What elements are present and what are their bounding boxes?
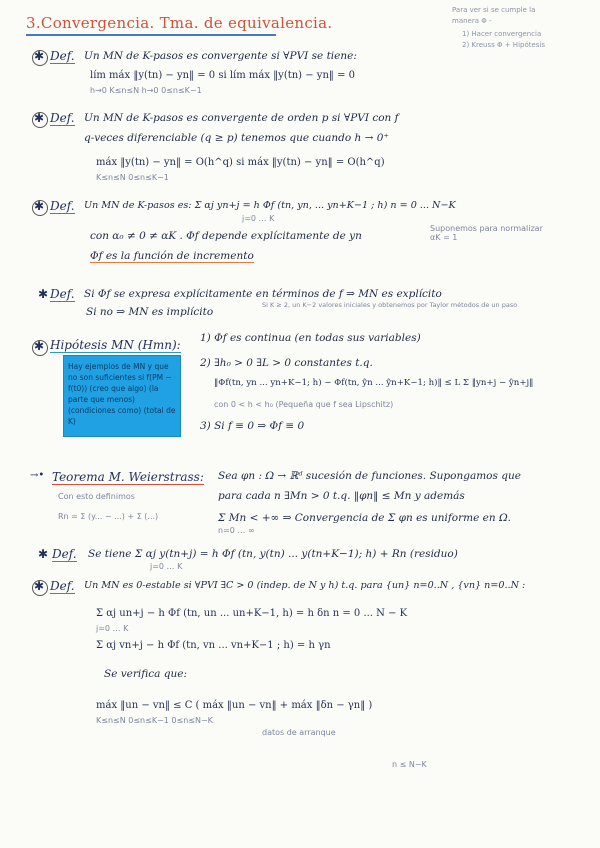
- def4-line2: Si no ⇒ MN es implícito: [86, 306, 214, 318]
- weier-aside2: Rn = Σ (y... − ...) + Σ (...): [58, 512, 159, 521]
- def2-subs: K≤n≤N 0≤n≤K−1: [96, 173, 169, 182]
- def3-line2: con α₀ ≠ 0 ≠ αK . Φf depende explícitamente de yn: [90, 230, 362, 242]
- def3-aside: Suponemos para normalizar αK = 1: [430, 224, 543, 242]
- star-icon: ✱: [38, 547, 49, 561]
- hyp-item2: 2) ∃h₀ > 0 ∃L > 0 constantes t.q.: [200, 357, 373, 369]
- title-underline: [26, 34, 276, 36]
- def6-final-subs: K≤n≤N 0≤n≤K−1 0≤n≤N−K: [96, 716, 213, 725]
- star-icon: ✱: [38, 287, 49, 301]
- def6-eq2: Σ αj vn+j − h Φf (tn, vn ... vn+K−1 ; h) = h γn: [96, 640, 331, 651]
- def6-line2: Se verifica que:: [104, 668, 187, 680]
- star-icon: ✱: [34, 579, 45, 593]
- page-title: 3.Convergencia. Tma. de equivalencia.: [26, 14, 333, 32]
- def6-bottom-note: n ≤ N−K: [392, 760, 427, 769]
- def6-final-note: datos de arranque: [262, 728, 336, 737]
- def2-formula: máx ‖y(tn) − yn‖ = O(h^q) si máx ‖y(tn) − yn‖ = O(h^q): [96, 157, 385, 168]
- def4-aside: Si K ≥ 2, un K−2 valores iniciales y obtenemos por Taylor métodos de un paso: [262, 301, 518, 309]
- star-icon: ✱: [34, 199, 45, 213]
- def-label: Def.: [50, 579, 75, 593]
- def-label: Def.: [50, 49, 75, 63]
- star-icon: ✱: [34, 49, 45, 63]
- def4-line1: Si Φf se expresa explícitamente en términos de f ⇒ MN es explícito: [84, 288, 442, 300]
- hyp-item3: 3) Si f ≡ 0 ⇒ Φf ≡ 0: [200, 420, 305, 432]
- def5-sum-range: j=0 … K: [150, 562, 183, 571]
- highlight-note-box: [63, 355, 181, 437]
- def1-formula: lím máx ‖y(tn) − yn‖ = 0 si lím máx ‖y(tn) − yn‖ = 0: [90, 70, 355, 81]
- hyp-item2-cond: con 0 < h < h₀ (Pequeña que f sea Lipschitz): [214, 400, 394, 409]
- def6-eq1: Σ αj un+j − h Φf (tn, un ... un+K−1, h) = h δn n = 0 ... N − K: [96, 608, 408, 619]
- def5-line1: Se tiene Σ αj y(tn+j) = h Φf (tn, y(tn) ... y(tn+K−1); h) + Rn (residuo): [88, 548, 458, 560]
- def3-sum-range: j=0 … K: [242, 214, 275, 223]
- weier-aside1: Con esto definimos: [58, 492, 135, 501]
- side-note-1: Para ver si se cumple la: [452, 6, 536, 14]
- side-note-4: 2) Kreuss Φ + Hipótesis: [462, 41, 546, 49]
- weier-sum-range: n=0 … ∞: [218, 526, 255, 535]
- highlight-note-text: Hay ejemplos de MN y que no son suficientes si f(PM − f(t0)) (creo que algo) (la parte que menos) (condiciones como) (total de K): [68, 362, 176, 426]
- def6-eq-range: j=0 … K: [96, 624, 129, 633]
- side-note-2: manera Φ -: [452, 17, 492, 25]
- def-label: Def.: [50, 199, 75, 213]
- def-label: Def.: [50, 111, 75, 125]
- weier-label: Teorema M. Weierstrass:: [52, 470, 204, 484]
- def1-subs: h→0 K≤n≤N h→0 0≤n≤K−1: [90, 86, 202, 95]
- def1-text: Un MN de K-pasos es convergente si ∀PVI se tiene:: [84, 50, 357, 62]
- def2-line1: Un MN de K-pasos es convergente de orden p si ∀PVI con f: [84, 112, 399, 124]
- arrow-icon: →•: [30, 470, 45, 481]
- def3-line1: Un MN de K-pasos es: Σ αj yn+j = h Φf (tn, yn, ... yn+K−1 ; h) n = 0 ... N−K: [84, 200, 456, 211]
- def6-line1: Un MN es 0-estable si ∀PVI ∃C > 0 (indep. de N y h) t.q. para {un} n=0..N , {vn} n=0..N :: [84, 580, 526, 591]
- def6-final: máx ‖un − vn‖ ≤ C ( máx ‖un − vn‖ + máx ‖δn − γn‖ ): [96, 700, 373, 711]
- weier-line3: Σ Mn < +∞ ⇒ Convergencia de Σ φn es uniforme en Ω.: [218, 512, 511, 524]
- side-note-3: 1) Hacer convergencia: [462, 30, 542, 38]
- star-icon: ✱: [34, 339, 45, 353]
- weier-line1: Sea φn : Ω → ℝᵈ sucesión de funciones. Supongamos que: [218, 470, 521, 482]
- weier-line2: para cada n ∃Mn > 0 t.q. ‖φn‖ ≤ Mn y además: [218, 490, 465, 502]
- def2-line2: q-veces diferenciable (q ≥ p) tenemos que cuando h → 0⁺: [84, 132, 389, 144]
- def3-line3: Φf es la función de incremento: [90, 250, 254, 262]
- hyp-item1: 1) Φf es continua (en todas sus variables): [200, 332, 421, 344]
- hyp-item2-formula: ‖Φf(tn, yn ... yn+K−1; h) − Φf(tn, ŷn ... ŷn+K−1; h)‖ ≤ L Σ ‖yn+j − ŷn+j‖: [214, 378, 534, 388]
- hyp-label: Hipótesis MN (Hmn):: [50, 338, 181, 352]
- def-label: Def.: [52, 547, 77, 561]
- star-icon: ✱: [34, 111, 45, 125]
- def-label: Def.: [50, 287, 75, 301]
